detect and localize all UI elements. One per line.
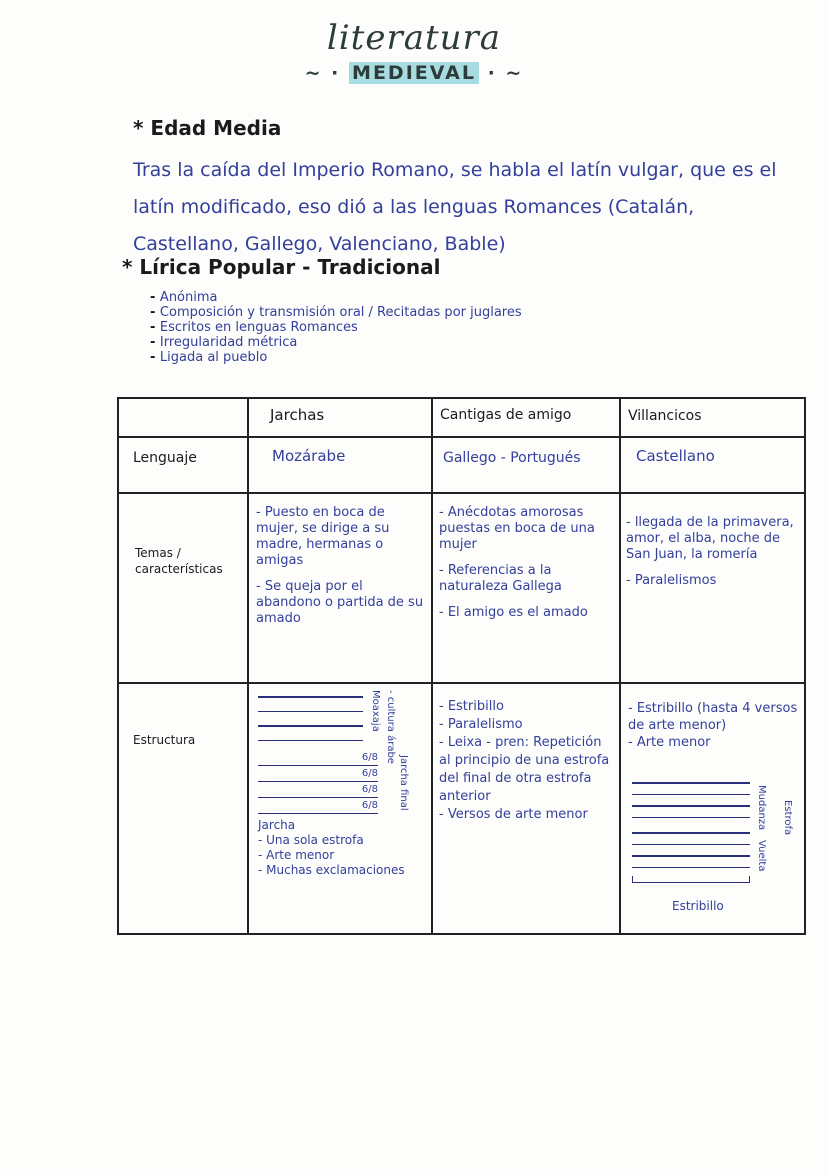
temas-cantigas [439,505,617,631]
row-label-estructura: Estructura [133,733,196,747]
edad-media-text: Tras la caída del Imperio Romano, se habla el latín vulgar, que es el latín modificado, eso dió a las lenguas Romances (Catalán, Castellano, Gallego, Valenciano, Bable) [133,159,777,255]
lenguaje-cantigas: Gallego - Portugués [443,450,581,466]
list-item: - Versos de arte menor [439,807,588,822]
divider [117,436,806,438]
list-item: - El amigo es el amado [439,605,588,620]
meter-label: 6/8 [258,750,378,766]
list-item: - Arte menor [258,848,335,862]
list-item: - Leixa - pren: Repetición al principio de una estrofa del final de otra estrofa anterior [439,735,610,804]
row-label-temas: Temas / características [135,546,223,576]
meter-label: 6/8 [258,798,378,814]
subtitle-deco: ~ · [304,62,341,84]
list-item: - Anónima [150,290,522,305]
list-item: - Estribillo [439,699,504,714]
estructura-villancicos [628,700,800,751]
meter-label: 6/8 [258,766,378,782]
villancicos-estribillo-label: Estribillo [672,899,724,913]
temas-jarchas [256,505,426,637]
lenguaje-villancicos: Castellano [636,447,715,465]
divider [431,397,433,935]
subtitle-text: MEDIEVAL [349,62,479,84]
list-item: - Escritos en lenguas Romances [150,320,522,335]
villancicos-verse-diagram [632,782,750,883]
divider [117,492,806,494]
subtitle-deco-end: · ~ [487,62,524,84]
list-item: - Estribillo (hasta 4 versos de arte menor) [628,701,798,733]
jarchas-vertical-label: - cultura árabe [385,690,396,764]
jarchas-meter-lines [258,750,378,814]
list-item: - Ligada al pueblo [150,350,522,365]
list-item: - Arte menor [628,735,711,750]
heading-lirica: * Lírica Popular - Tradicional [122,255,441,279]
lirica-list [150,290,522,365]
divider [619,397,621,935]
page-subtitle [0,62,828,84]
divider [247,397,249,935]
list-item: - Paralelismo [439,717,523,732]
list-item: - Paralelismos [626,573,717,588]
list-item: - Una sola estrofa [258,833,364,847]
list-item: - Anécdotas amorosas puestas en boca de una mujer [439,505,595,552]
list-item: - Composición y transmisión oral / Recitadas por juglares [150,305,522,320]
estructura-jarchas [258,818,428,878]
jarchas-verse-diagram [258,694,363,741]
row-label-lenguaje: Lenguaje [133,450,197,466]
temas-villancicos [626,515,802,599]
villancicos-vertical-label: Estrofa [782,800,793,836]
jarchas-vertical-label: Moaxaja [370,690,381,732]
col-header-villancicos: Villancicos [628,408,702,424]
list-item: - Irregularidad métrica [150,335,522,350]
villancicos-vertical-label: Mudanza [756,785,767,831]
col-header-jarchas: Jarchas [270,406,325,424]
list-item: - Referencias a la naturaleza Gallega [439,563,562,594]
list-item: - Se queja por el abandono o partida de su amado [256,579,424,626]
list-item: Jarcha [258,818,296,832]
divider [117,682,806,684]
jarchas-vertical-label: Jarcha final [398,755,409,811]
heading-edad-media: * Edad Media [133,116,282,140]
list-item: - llegada de la primavera, amor, el alba, noche de San Juan, la romería [626,515,794,562]
list-item: - Puesto en boca de mujer, se dirige a su madre, hermanas o amigas [256,505,390,568]
estructura-cantigas [439,698,617,824]
page-title: literatura [326,18,502,58]
villancicos-vertical-label: Vuelta [756,840,767,872]
col-header-cantigas: Cantigas de amigo [440,407,572,423]
list-item: - Muchas exclamaciones [258,863,405,877]
lenguaje-jarchas: Mozárabe [272,447,346,465]
meter-label: 6/8 [258,782,378,798]
